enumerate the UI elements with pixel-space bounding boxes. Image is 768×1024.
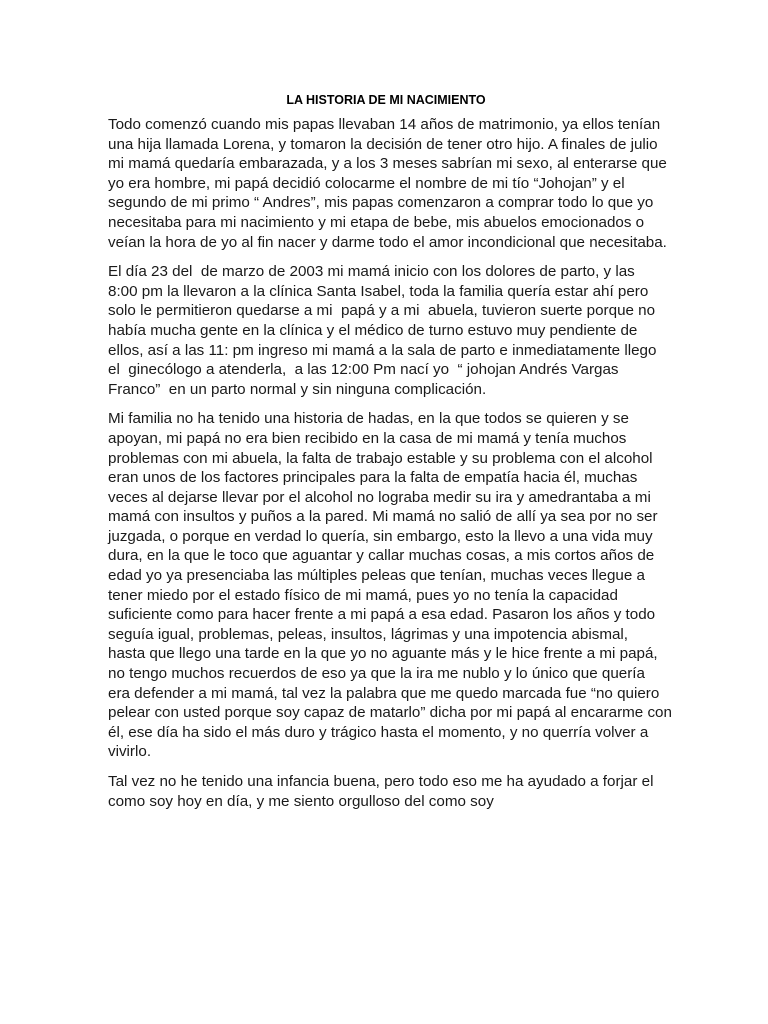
text-line: problemas con mi abuela, la falta de trabajo estable y su problema con el alcohol [108, 449, 653, 467]
text-line: Franco” en un parto normal y sin ninguna complicación. [108, 380, 487, 398]
text-line: necesitaba para mi nacimiento y mi etapa de bebe, mis abuelos emocionados o [108, 213, 645, 231]
text-line: eran unos de los factores principales para la falta de empatía hacia él, muchas [108, 469, 638, 487]
text-line: veces al dejarse llevar por el alcohol no lograba medir su ira y amedrantaba a mi [108, 488, 651, 506]
text-line: él, ese día ha sido el más duro y trágico hasta el momento, y no querría volver a [108, 723, 649, 741]
paragraph [108, 262, 714, 399]
paragraph [108, 772, 714, 811]
text-line: Mi familia no ha tenido una historia de hadas, en la que todos se quieren y se [108, 410, 629, 428]
text-line: apoyan, mi papá no era bien recibido en la casa de mi mamá y tenía muchos [108, 429, 627, 447]
text-line: había mucha gente en la clínica y el médico de turno estuvo muy pendiente de [108, 321, 638, 339]
text-line: el ginecólogo a atenderla, a las 12:00 Pm nací yo “ johojan Andrés Vargas [108, 361, 619, 379]
text-line: suficiente como para hacer frente a mi papá a esa edad. Pasaron los años y todo [108, 606, 656, 624]
text-line: Todo comenzó cuando mis papas llevaban 14 años de matrimonio, ya ellos tenían [108, 116, 661, 133]
text-line: mamá con insultos y puños a la pared. Mi mamá no salió de allí ya sea por no ser [108, 508, 658, 526]
text-line: seguía igual, problemas, peleas, insultos, lágrimas y una impotencia abismal, [108, 625, 629, 643]
text-line: una hija llamada Lorena, y tomaron la decisión de tener otro hijo. A finales de julio [108, 135, 658, 153]
text-line: era defender a mi mamá, tal vez la palabra que me quedo marcada fue “no quiero [108, 684, 660, 702]
paragraph [108, 409, 714, 762]
text-line: segundo de mi primo “ Andres”, mis papas comenzaron a comprar todo lo que yo [108, 194, 654, 212]
text-line: pelear con usted porque soy capaz de matarlo” dicha por mi papá al encararme con [108, 704, 672, 722]
text-line: dura, en la que le toco que aguantar y callar muchas cosas, a mis cortos años de [108, 547, 655, 565]
document-title: LA HISTORIA DE MI NACIMIENTO [286, 93, 486, 107]
text-line: yo era hombre, mi papá decidió colocarme el nombre de mi tío “Johojan” y el [108, 174, 625, 192]
text-line: ellos, así a las 11: pm ingreso mi mamá a la sala de parto e inmediatamente llego [108, 341, 657, 359]
text-line: edad yo ya presenciaba las múltiples peleas que tenían, muchas veces llegue a [108, 567, 645, 585]
text-line: veían la hora de yo al fin nacer y darme todo el amor incondicional que necesitaba. [108, 233, 667, 251]
text-line: hasta que llego una tarde en la que yo no aguante más y le hice frente a mi papá, [108, 645, 658, 663]
document-body [108, 115, 714, 811]
text-line: mi mamá quedaría embarazada, y a los 3 meses sabrían mi sexo, al enterarse que [108, 155, 667, 173]
text-line: tener miedo por el estado físico de mi mamá, pues yo no tenía la capacidad [108, 586, 618, 604]
text-line: El día 23 del de marzo de 2003 mi mamá inicio con los dolores de parto, y las [108, 263, 635, 281]
text-line: juzgada, o porque en verdad lo quería, sin embargo, esto la llevo a una vida muy [108, 527, 653, 545]
text-line: como soy hoy en día, y me siento orgulloso del como soy [108, 792, 494, 810]
text-line: vivirlo. [108, 743, 152, 761]
text-line: no tengo muchos recuerdos de eso ya que la ira me nublo y lo único que quería [108, 665, 645, 683]
text-line: solo le permitieron quedarse a mi papá y a mi abuela, tuvieron suerte porque no [108, 302, 656, 320]
text-line: Tal vez no he tenido una infancia buena, pero todo eso me ha ayudado a forjar el [108, 773, 654, 790]
paragraph [108, 115, 714, 252]
text-line: 8:00 pm la llevaron a la clínica Santa Isabel, toda la familia quería estar ahí pero [108, 282, 649, 300]
